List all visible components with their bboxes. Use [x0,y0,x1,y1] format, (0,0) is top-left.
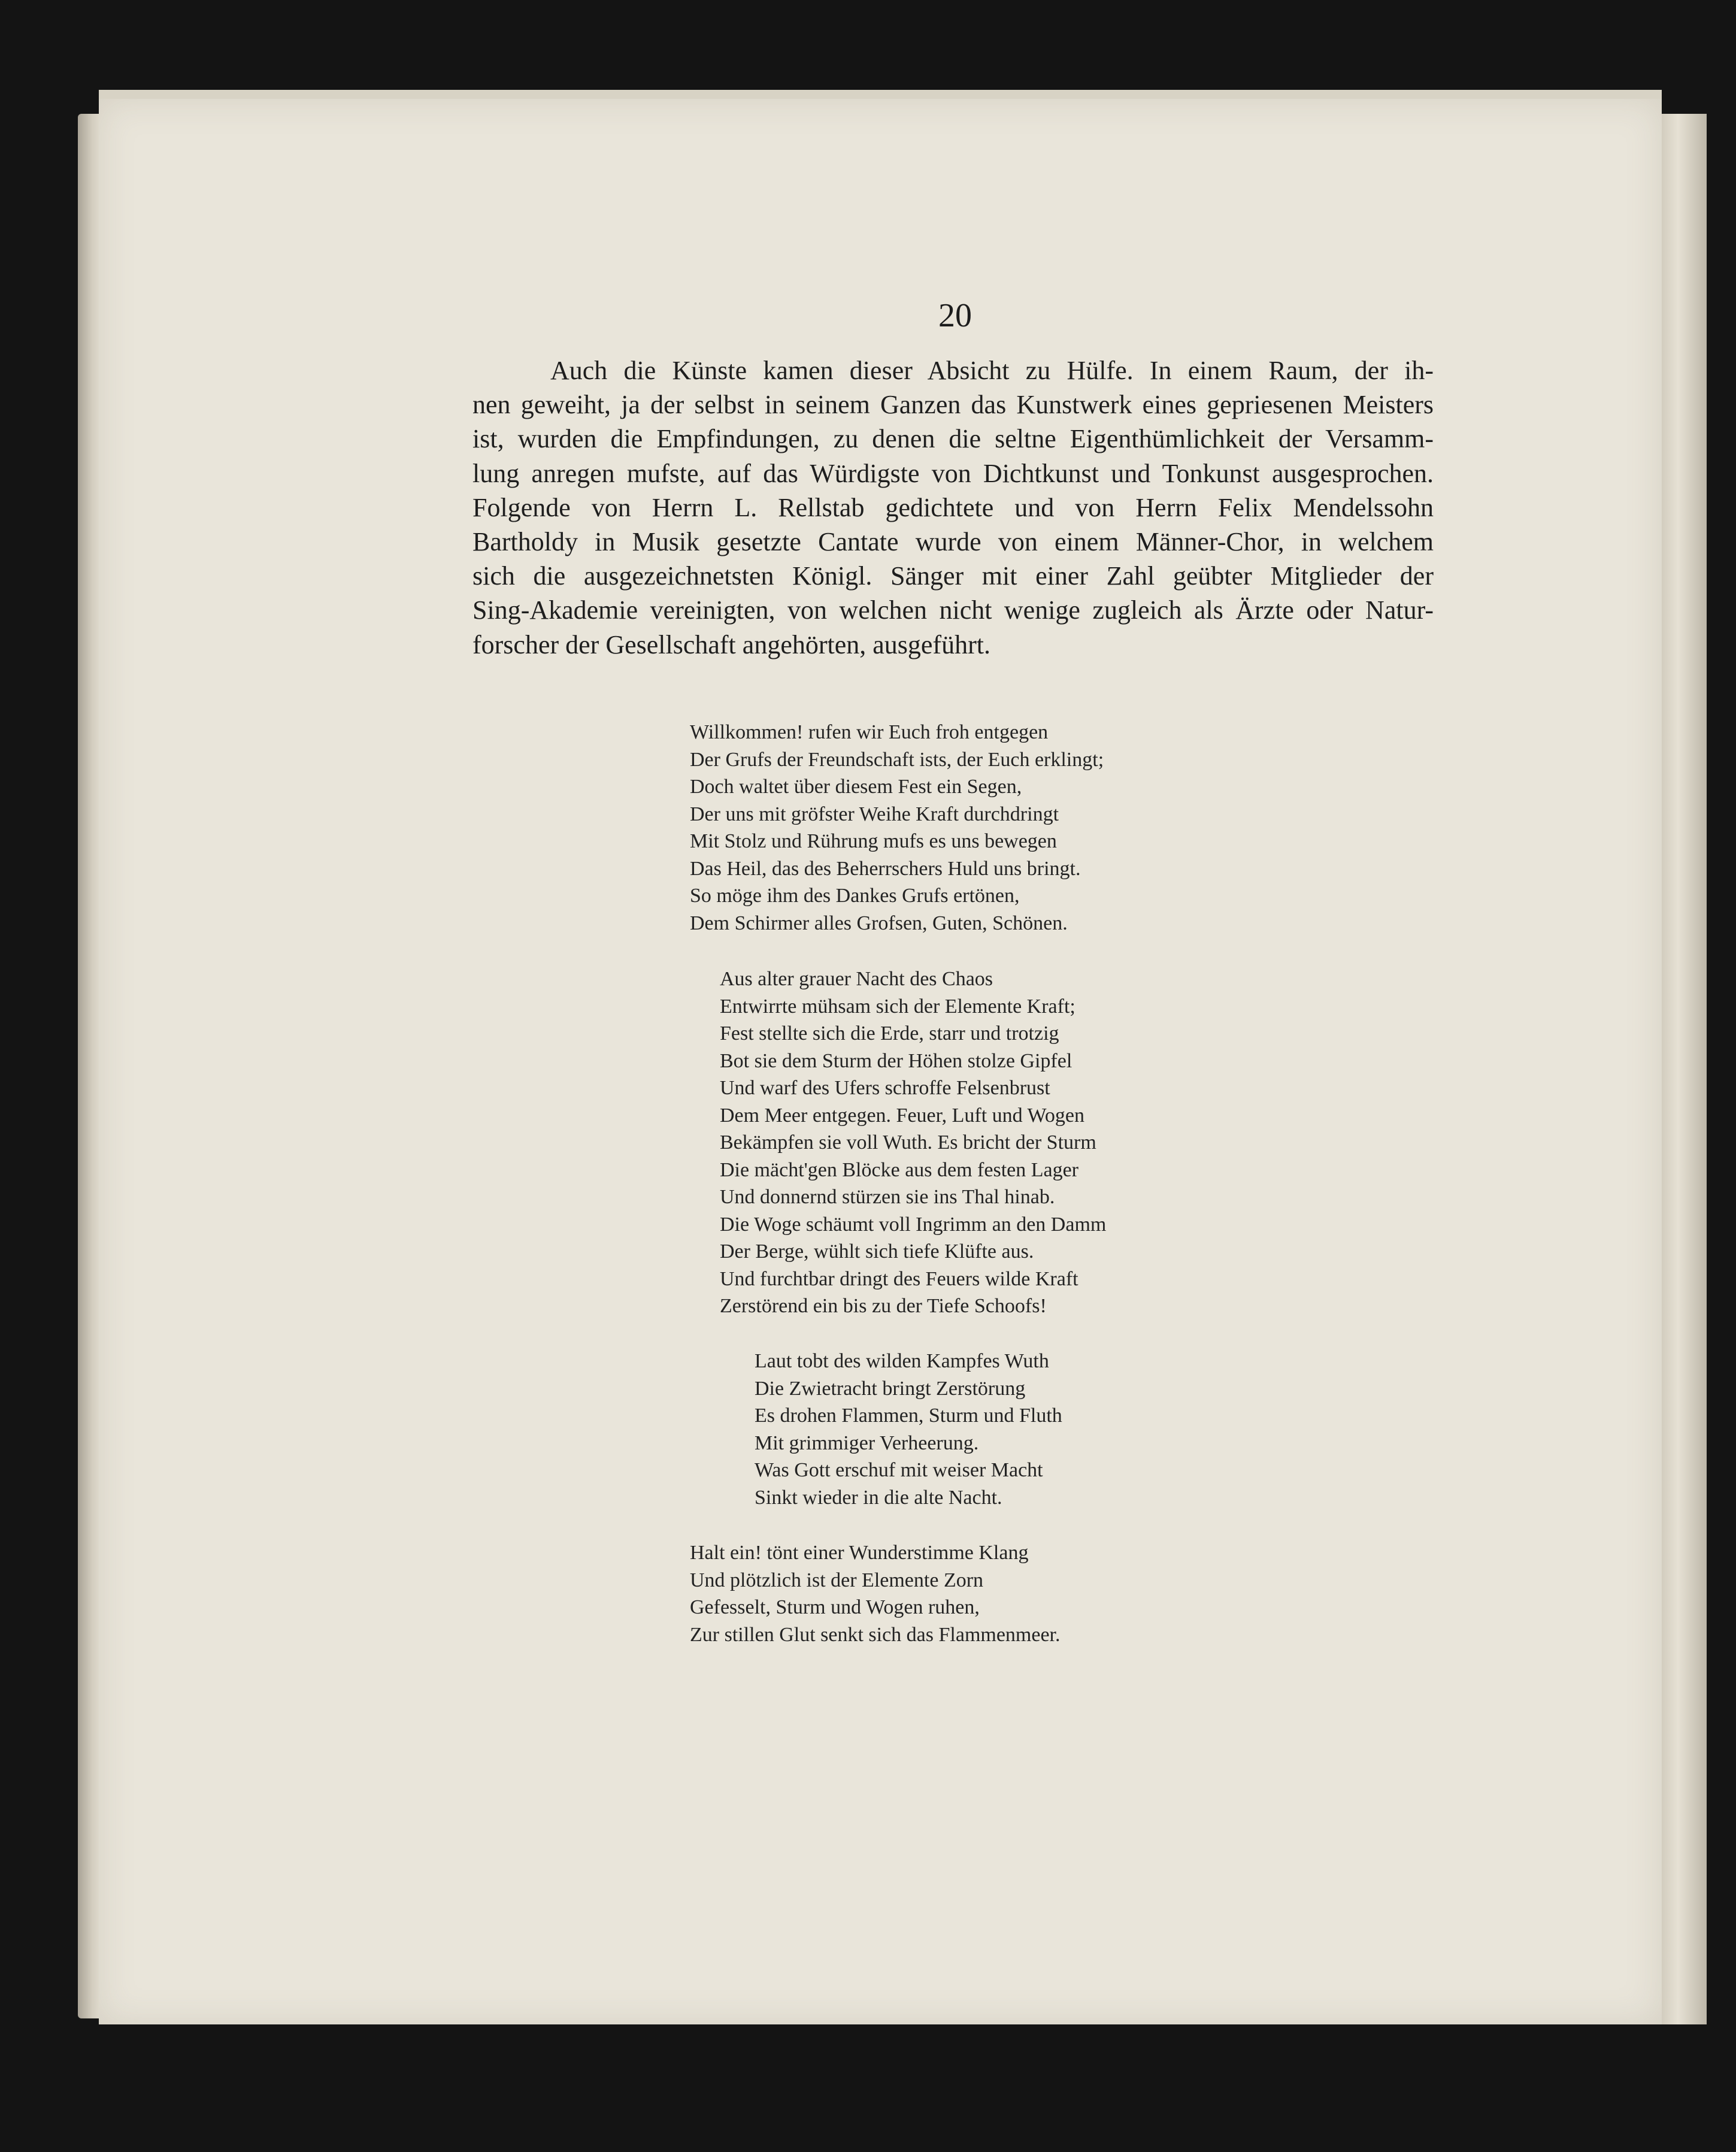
prose-line: Folgende von Herrn L. Rellstab gedichtete und von Herrn Felix Mendelssohn [472,492,1434,522]
verse-line: Das Heil, das des Beherrschers Huld uns bringt. [690,857,1081,880]
verse-line: Zur stillen Glut senkt sich das Flammenmeer. [690,1623,1061,1646]
poem-stanza-3 [755,1348,1062,1511]
verse-line: Fest stellte sich die Erde, starr und trotzig [720,1022,1059,1045]
verse-line: Und warf des Ufers schroffe Felsenbrust [720,1077,1050,1099]
verse-line: So möge ihm des Dankes Grufs ertönen, [690,885,1020,907]
verse-line: Laut tobt des wilden Kampfes Wuth [755,1350,1049,1372]
poem-stanza-1 [690,719,1104,937]
verse-line: Entwirrte mühsam sich der Elemente Kraft; [720,995,1075,1018]
verse-line: Es drohen Flammen, Sturm und Fluth [755,1405,1062,1427]
prose-line: nen geweiht, ja der selbst in seinem Ganzen das Kunstwerk eines gepriesenen Meisters [472,390,1434,420]
verse-line: Der uns mit gröfster Weihe Kraft durchdringt [690,803,1059,825]
verse-line: Und plötzlich ist der Elemente Zorn [690,1569,984,1591]
verse-line: Und furchtbar dringt des Feuers wilde Kraft [720,1267,1078,1290]
verse-line: Aus alter grauer Nacht des Chaos [720,968,993,990]
prose-line: sich die ausgezeichnetsten Königl. Sänger mit einer Zahl geübter Mitglieder der [472,561,1434,591]
prose-line: Sing-Akademie vereinigten, von welchen nicht wenige zugleich als Ärzte oder Natur- [472,595,1434,625]
verse-line: Was Gott erschuf mit weiser Macht [755,1459,1043,1481]
verse-line: Dem Meer entgegen. Feuer, Luft und Wogen [720,1104,1084,1127]
verse-line: Willkommen! rufen wir Euch froh entgegen [690,721,1049,743]
poem-stanza-2 [720,965,1106,1320]
verse-line: Die mächt'gen Blöcke aus dem festen Lager [720,1158,1079,1181]
verse-line: Die Woge schäumt voll Ingrimm an den Damm [720,1213,1107,1236]
prose-line: ist, wurden die Empfindungen, zu denen die seltne Eigenthümlichkeit der Versamm- [472,424,1434,454]
verse-line: Mit grimmiger Verheerung. [755,1431,979,1454]
facing-page-edge [1659,114,1707,2024]
verse-line: Gefesselt, Sturm und Wogen ruhen, [690,1596,980,1618]
prose-line: lung anregen mufste, auf das Würdigste von Dichtkunst und Tonkunst ausgesprochen. [472,458,1434,488]
verse-line: Zerstörend ein bis zu der Tiefe Schoofs! [720,1295,1047,1317]
verse-line: Doch waltet über diesem Fest ein Segen, [690,776,1022,798]
verse-line: Sinkt wieder in die alte Nacht. [755,1486,1002,1509]
prose-line: Auch die Künste kamen dieser Absicht zu Hülfe. In einem Raum, der ih- [550,356,1434,385]
verse-line: Dem Schirmer alles Grofsen, Guten, Schönen. [690,912,1068,934]
verse-line: Die Zwietracht bringt Zerstörung [755,1377,1026,1400]
verse-line: Bot sie dem Sturm der Höhen stolze Gipfel [720,1049,1072,1072]
prose-line: Bartholdy in Musik gesetzte Cantate wurde von einem Männer-Chor, in welchem [472,526,1434,556]
page-stack-edge [78,114,102,2018]
verse-line: Der Berge, wühlt sich tiefe Klüfte aus. [720,1240,1034,1263]
verse-line: Und donnernd stürzen sie ins Thal hinab. [720,1186,1055,1208]
verse-line: Bekämpfen sie voll Wuth. Es bricht der Sturm [720,1131,1096,1154]
verse-line: Der Grufs der Freundschaft ists, der Euch erklingt; [690,748,1104,771]
verse-line: Halt ein! tönt einer Wunderstimme Klang [690,1542,1029,1564]
poem-stanza-4 [690,1539,1061,1648]
prose-line: forscher der Gesellschaft angehörten, ausgeführt. [472,629,990,659]
body-paragraph [472,353,1434,662]
verse-line: Mit Stolz und Rührung mufs es uns bewegen [690,830,1057,852]
page-number: 20 [938,297,972,334]
